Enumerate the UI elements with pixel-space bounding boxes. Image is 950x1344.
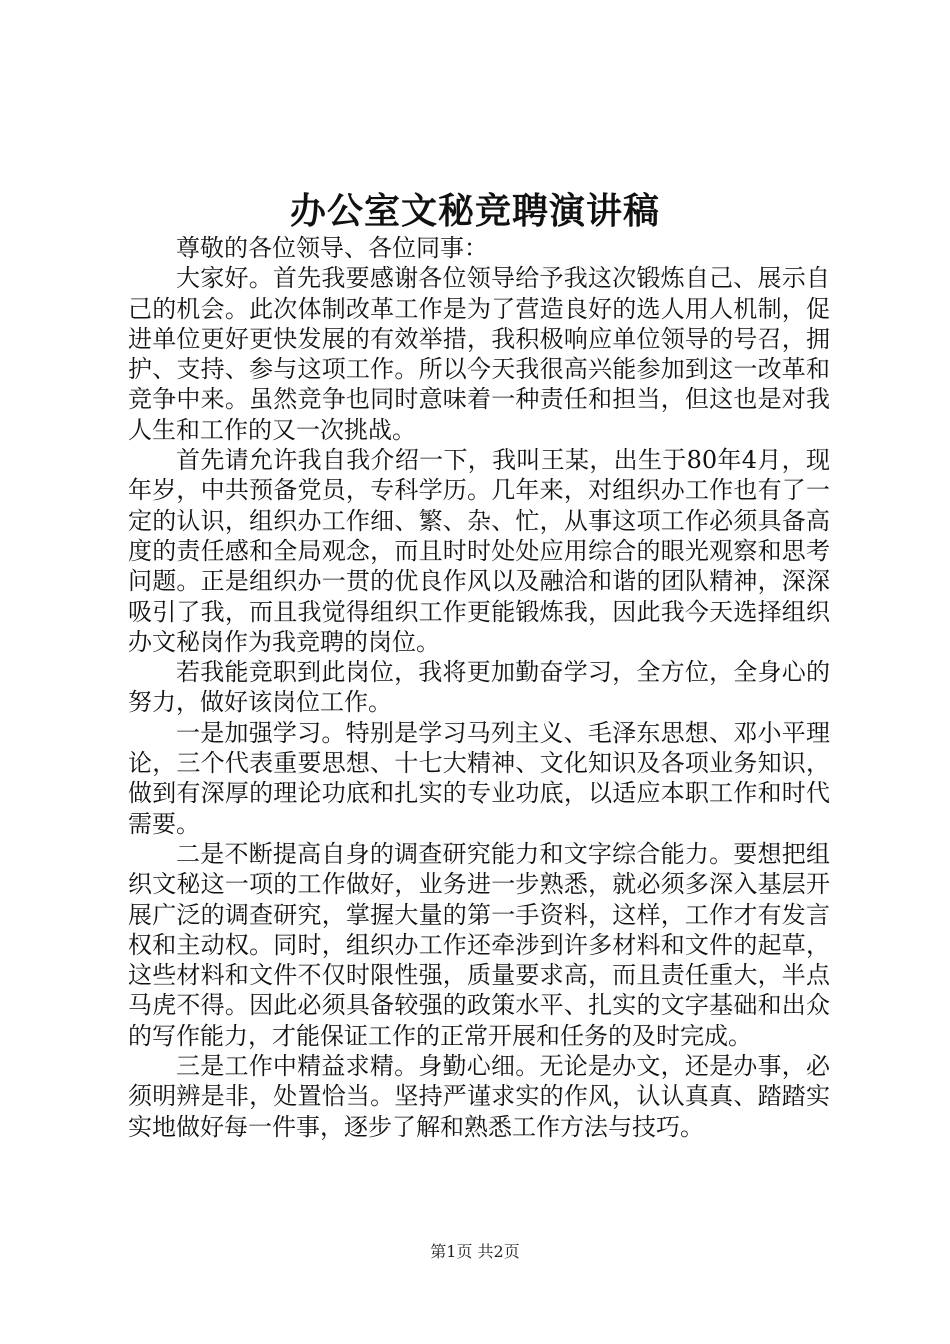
body-paragraph: 若我能竞职到此岗位，我将更加勤奋学习，全方位，全身心的努力，做好该岗位工作。 [128, 658, 830, 717]
body-paragraph: 大家好。首先我要感谢各位领导给予我这次锻炼自己、展示自己的机会。此次体制改革工作是为了营造良好的选人用人机制，促进单位更好更快发展的有效举措，我积极响应单位领导的号召，拥护、支持、参与这项工作。所以今天我很高兴能参加到这一改革和竞争中来。虽然竞争也同时意味着一种责任和担当，但这也是对我人生和工作的又一次挑战。 [128, 264, 830, 444]
salutation-paragraph: 尊敬的各位领导、各位同事： [176, 234, 488, 262]
page-number-footer: 第1页 共2页 [430, 1242, 520, 1261]
body-paragraph: 三是工作中精益求精。身勤心细。无论是办文，还是办事，必须明辨是非，处置恰当。坚持严谨求实的作风，认认真真、踏踏实实地做好每一件事，逐步了解和熟悉工作方法与技巧。 [128, 1052, 830, 1141]
body-paragraph: 二是不断提高自身的调查研究能力和文字综合能力。要想把组织文秘这一项的工作做好，业务进一步熟悉，就必须多深入基层开展广泛的调查研究，掌握大量的第一手资料，这样，工作才有发言权和主动权。同时，组织办工作还牵涉到许多材料和文件的起草，这些材料和文件不仅时限性强，质量要求高，而且责任重大，半点马虎不得。因此必须具备较强的政策水平、扎实的文字基础和出众的写作能力，才能保证工作的正常开展和任务的及时完成。 [128, 839, 830, 1050]
body-paragraph: 一是加强学习。特别是学习马列主义、毛泽东思想、邓小平理论，三个代表重要思想、十七大精神、文化知识及各项业务知识，做到有深厚的理论功底和扎实的专业功底，以适应本职工作和时代需要。 [128, 718, 830, 838]
document-body [128, 233, 830, 1142]
body-paragraph: 首先请允许我自我介绍一下，我叫王某，出生于80年4月，现年岁，中共预备党员，专科学历。几年来，对组织办工作也有了一定的认识，组织办工作细、繁、杂、忙，从事这项工作必须具备高度的责任感和全局观念，而且时时处处应用综合的眼光观察和思考问题。正是组织办一贯的优良作风以及融洽和谐的团队精神，深深吸引了我，而且我觉得组织工作更能锻炼我，因此我今天选择组织办文秘岗作为我竞聘的岗位。 [128, 446, 830, 656]
document-title: 办公室文秘竞聘演讲稿 [289, 190, 660, 232]
